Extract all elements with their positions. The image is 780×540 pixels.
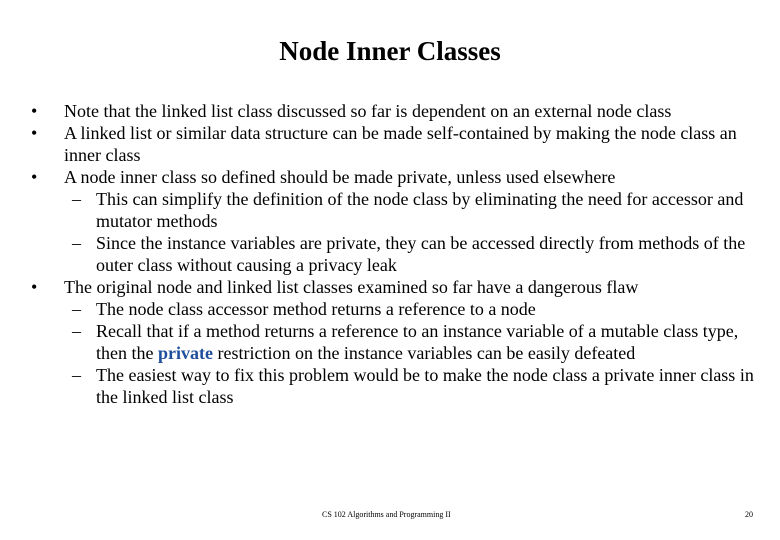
dash-marker: – (72, 299, 81, 319)
bullet-item (0, 100, 780, 122)
private-keyword: private (157, 343, 213, 363)
bullet-list (0, 100, 780, 408)
sub-bullet-text-before: Recall that if a method returns a reference to an instance variable of a mutable class type, then the (96, 321, 739, 363)
sub-bullet-text-after: restriction on the instance variables can be easily defeated (212, 343, 636, 363)
sub-bullet-item (0, 232, 780, 276)
sub-bullet-text: Since the instance variables are private, they can be accessed directly from methods of the outer class without causing a privacy leak (96, 233, 746, 275)
sub-bullet-text (96, 321, 738, 363)
sub-bullet-text: The easiest way to fix this problem would be to make the node class a private inner class in the linked list class (96, 365, 754, 407)
bullet-text: A node inner class so defined should be made private, unless used elsewhere (64, 167, 616, 187)
sub-bullet-text: This can simplify the definition of the node class by eliminating the need for accessor and mutator methods (96, 189, 744, 231)
sub-bullet-item (0, 298, 780, 320)
bullet-text: Note that the linked list class discussed so far is dependent on an external node class (64, 101, 672, 121)
dash-marker: – (72, 189, 81, 209)
dash-marker: – (72, 321, 81, 341)
sub-bullet-item (0, 320, 780, 364)
bullet-text: A linked list or similar data structure can be made self-contained by making the node class an inner class (64, 123, 737, 165)
sub-bullet-text: The node class accessor method returns a reference to a node (96, 299, 536, 319)
bullet-text: The original node and linked list classes examined so far have a dangerous flaw (64, 277, 639, 297)
bullet-item (0, 166, 780, 188)
footer-page-number: 20 (745, 510, 753, 519)
bullet-marker: • (31, 277, 38, 297)
dash-marker: – (72, 365, 81, 385)
slide-title: Node Inner Classes (279, 36, 501, 66)
bullet-item (0, 276, 780, 298)
dash-marker: – (72, 233, 81, 253)
footer-course-name: CS 102 Algorithms and Programming II (322, 510, 451, 519)
bullet-item (0, 122, 780, 166)
bullet-marker: • (31, 167, 38, 187)
sub-bullet-item (0, 364, 780, 408)
bullet-marker: • (31, 101, 38, 121)
sub-bullet-item (0, 188, 780, 232)
bullet-marker: • (31, 123, 38, 143)
